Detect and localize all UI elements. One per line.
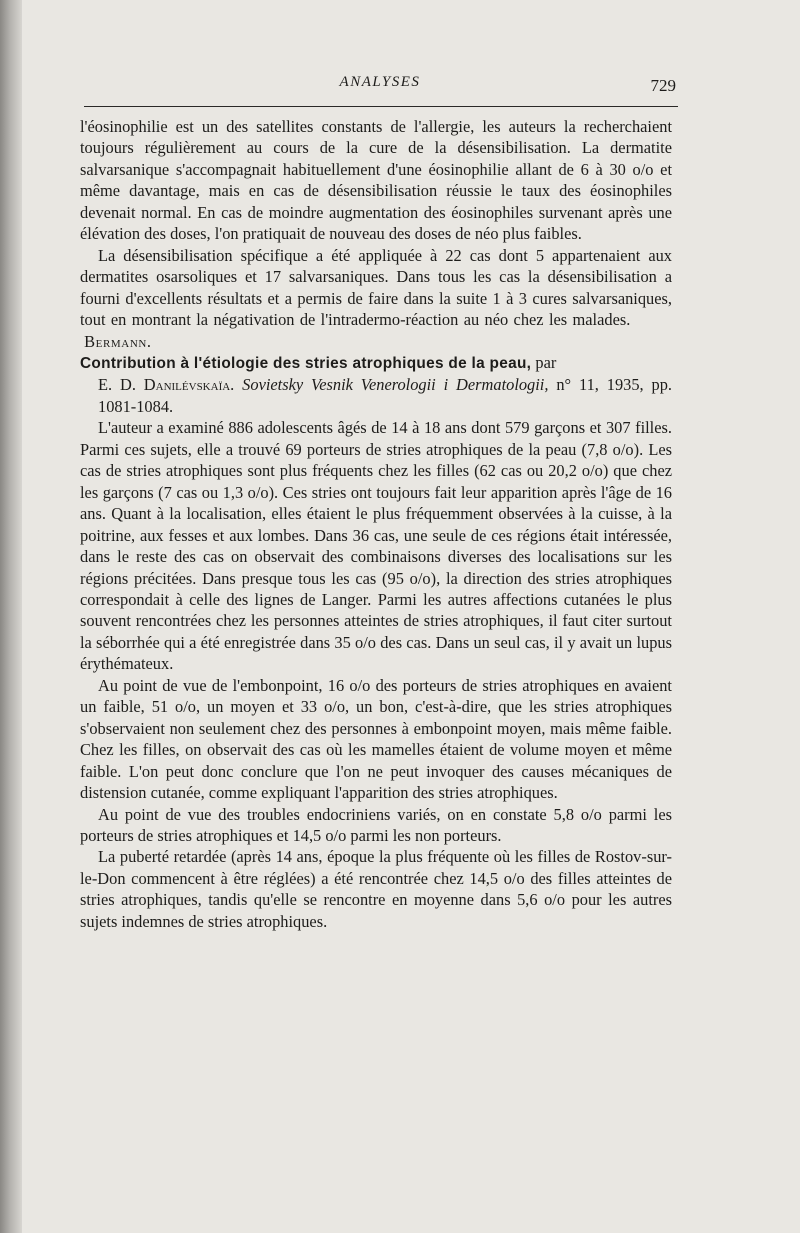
article-title: Contribution à l'étiologie des stries atrophiques de la peau, <box>80 354 532 372</box>
page-header <box>80 74 680 98</box>
journal-reference: n° 11, 1935, pp. 1081-1084. <box>98 375 672 416</box>
page-body <box>80 116 672 932</box>
continuation-paragraph-2-text: La désensibilisation spécifique a été appliquée à 22 cas dont 5 appartenaient aux dermatites osarsoliques et 17 salvarsaniques. Dans tous les cas la désensibilisation a fourni d'excellents résultats et a permis de faire dans la suite 1 à 3 cures salvarsaniques, tout en montrant la négativation de l'intradermo-réaction au néo chez les malades. <box>80 245 672 330</box>
article-heading <box>80 352 672 374</box>
continuation-paragraph-2 <box>80 245 672 352</box>
article-author: E. D. Danilévskaïa. <box>98 375 235 395</box>
article-paragraph-3: Au point de vue des troubles endocriniens variés, on en constate 5,8 o/o parmi les porteurs de stries atrophiques et 14,5 o/o parmi les non porteurs. <box>80 804 672 845</box>
header-rule <box>84 106 678 107</box>
review-signature: Bermann. <box>84 331 152 351</box>
article-by: par <box>535 352 557 372</box>
page-binding-edge <box>0 0 22 1233</box>
article-paragraph-4: La puberté retardée (après 14 ans, époque la plus fréquente où les filles de Rostov-sur-le-Don commencent à être réglées) a été rencontrée chez 14,5 o/o des filles atteintes de stries atrophiques, tandis qu'elle se rencontre en moyenne dans 5,6 o/o pour les autres sujets indemnes de stries atrophiques. <box>80 847 672 931</box>
article-paragraph-1: L'auteur a examiné 886 adolescents âgés de 14 à 18 ans dont 579 garçons et 307 filles. Parmi ces sujets, elle a trouvé 69 porteurs de stries atrophiques de la peau (7,8 o/o). Les cas de stries atrophiques sont plus fréquents chez les filles (62 cas ou 20,2 o/o) que chez les garçons (7 cas ou 1,3 o/o). Ces stries ont toujours fait leur apparition après l'âge de 16 ans. Quant à la localisation, elles étaient le plus fréquemment observées à la cuisse, à la poitrine, aux fesses et aux lombes. Dans 36 cas, une seule de ces régions était intéressée, dans le reste des cas on observait des combinaisons diverses des localisations sur les régions précitées. Dans presque tous les cas (95 o/o), la direction des stries atrophiques correspondait à celle des lignes de Langer. Parmi les autres affections cutanées le plus souvent rencontrées chez les personnes atteintes de stries atrophiques, il faut citer surtout la séborrhée qui a été enregistrée dans 35 o/o des cas. Dans un seul cas, il y avait un lupus érythémateux. <box>80 418 672 674</box>
running-head: ANALYSES <box>339 74 421 90</box>
article-paragraph-2: Au point de vue de l'embonpoint, 16 o/o des porteurs de stries atrophiques en avaient un faible, 51 o/o, un moyen et 33 o/o, un bon, c'est-à-dire, que les stries atrophiques s'observaient non seulement chez des personnes à embonpoint moyen, mais même faible. Chez les filles, on observait des cas où les mamelles étaient de volume moyen et même faible. L'on peut donc conclure que l'on ne peut invoquer des causes mécaniques de distension cutanée, comme expliquant l'apparition des stries atrophiques. <box>80 675 672 803</box>
journal-title: Sovietsky Vesnik Venerologii i Dermatologii, <box>242 375 549 395</box>
article-reference <box>80 374 672 417</box>
continuation-paragraph-1: l'éosinophilie est un des satellites constants de l'allergie, les auteurs la recherchaient toujours régulièrement au cours de la cure de la désensibilisation. La dermatite salvarsanique s'accompagnait habituellement d'une éosinophilie allant de 6 à 30 o/o et même davantage, mais en cas de désensibilisation réussie le taux des éosinophiles devenait normal. En cas de moindre augmentation des éosinophiles survenant après une élévation des doses, l'on pratiquait de nouveau des doses de néo plus faibles. <box>80 117 672 244</box>
page-number: 729 <box>650 76 676 95</box>
